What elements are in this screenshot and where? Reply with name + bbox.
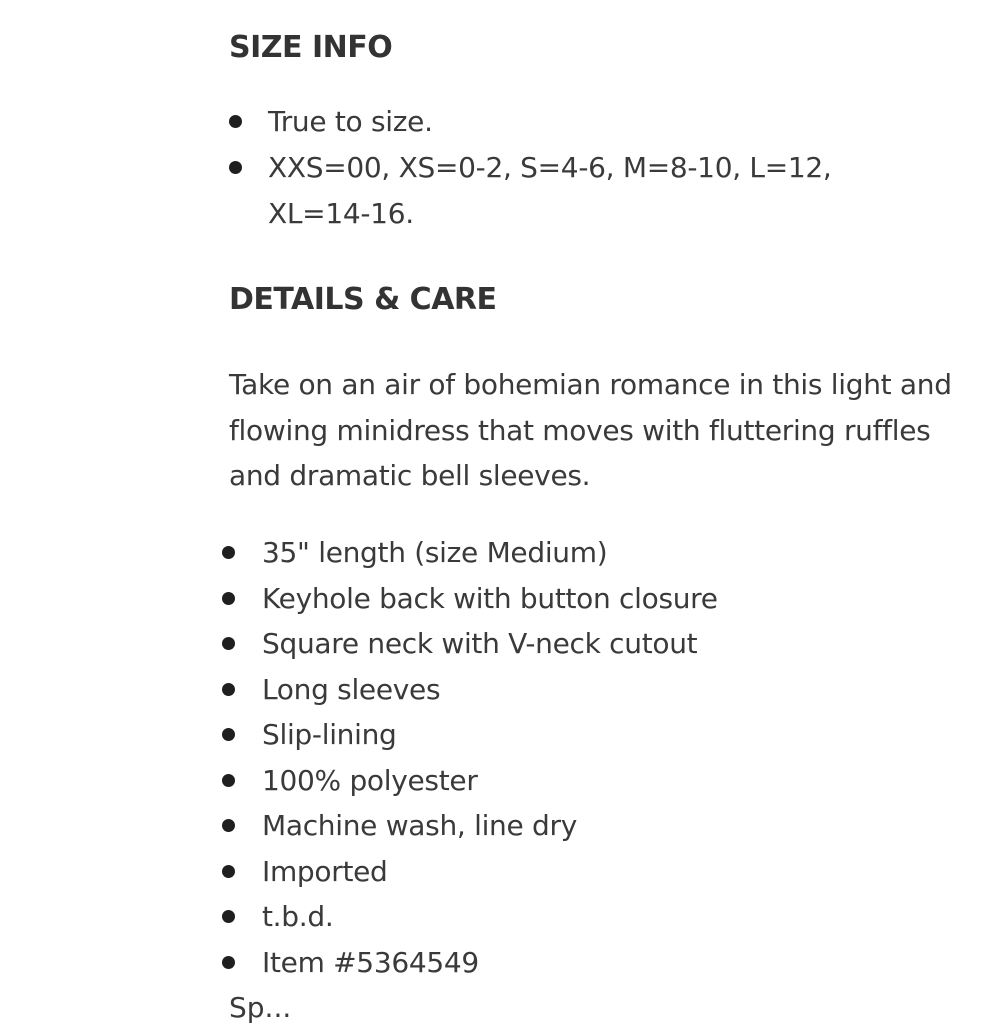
list-item: Long sleeves: [222, 667, 922, 713]
size-info-heading: SIZE INFO: [229, 30, 393, 65]
list-item: Square neck with V-neck cutout: [222, 621, 922, 667]
list-item: Slip-lining: [222, 712, 922, 758]
list-item: Imported: [222, 849, 922, 895]
product-description: Take on an air of bohemian romance in this light and flowing minidress that moves with fluttering ruffles and dramatic bell sleeves.: [229, 368, 952, 492]
cut-off-text: Sp...: [229, 991, 292, 1024]
size-info-list: [229, 99, 869, 237]
list-item: 100% polyester: [222, 758, 922, 804]
list-item: Item #5364549: [222, 940, 922, 986]
list-item: 35" length (size Medium): [222, 530, 922, 576]
list-item: Machine wash, line dry: [222, 803, 922, 849]
details-care-heading: DETAILS & CARE: [229, 282, 497, 317]
list-item: t.b.d.: [222, 894, 922, 940]
list-item: True to size.: [229, 99, 869, 145]
list-item: Keyhole back with button closure: [222, 576, 922, 622]
details-list: [222, 530, 922, 985]
list-item: XXS=00, XS=0-2, S=4-6, M=8-10, L=12, XL=14-16.: [229, 145, 869, 237]
